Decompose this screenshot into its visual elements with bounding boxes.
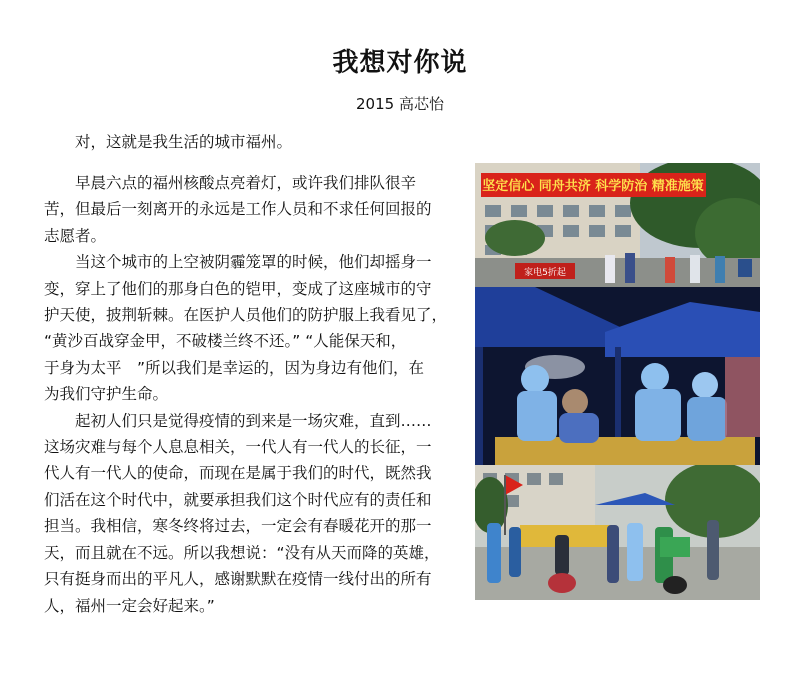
photo-night-testing (475, 287, 760, 465)
text-line: 于身为太平 ”所以我们是幸运的，因为身边有他们，在 (44, 358, 425, 377)
banner-text: 坚定信心 同舟共济 科学防治 精准施策 (482, 179, 704, 194)
author-line: 2015 高芯怡 (356, 95, 444, 113)
text-line: 为我们守护生命。 (44, 385, 169, 404)
photo-street-banner (475, 163, 760, 287)
photo-day-queue (475, 465, 760, 600)
page-title: 我想对你说 (332, 48, 468, 78)
text-line: 志愿者。 (44, 226, 107, 245)
store-sign: 家电5折起 (524, 268, 566, 278)
text-line: 当这个城市的上空被阴霾笼罩的时候，他们却摇身一 (75, 253, 432, 272)
text-line: 代人有一代人的使命，而现在是属于我们的时代，既然我 (44, 464, 432, 483)
text-line: 护天使，披荆斩棘。在医护人员他们的防护服上我看见了， (44, 306, 448, 325)
text-line: 们活在这个时代中，就要承担我们这个时代应有的责任和 (44, 490, 432, 509)
paragraph-first: 对，这就是我生活的城市福州。 (75, 133, 293, 151)
text-line: 人，福州一定会好起来。” (44, 596, 215, 615)
text-line: 变，穿上了他们的那身白色的铠甲，变成了这座城市的守 (44, 279, 432, 298)
text-line: 这场灾难与每个人息息相关，一代人有一代人的长征，一 (44, 438, 432, 457)
text-line: 只有挺身而出的平凡人，感谢默默在疫情一线付出的所有 (44, 570, 432, 589)
text-line: “黄沙百战穿金甲，不破楼兰终不还。” “人能保天和， (44, 332, 407, 351)
text-line: 担当。我相信，寒冬终将过去，一定会有春暖花开的那一 (44, 517, 432, 536)
photo-collage (475, 163, 760, 600)
text-line: 早晨六点的福州核酸点亮着灯，或许我们排队很辛 (75, 174, 417, 192)
text-line: 起初人们只是觉得疫情的到来是一场灾难，直到…… (75, 411, 432, 430)
text-line: 天，而且就在不远。所以我想说：“没有从天而降的英雄， (44, 543, 440, 562)
text-line: 苦，但最后一刻离开的永远是工作人员和不求任何回报的 (44, 200, 432, 219)
essay-body (44, 170, 466, 619)
